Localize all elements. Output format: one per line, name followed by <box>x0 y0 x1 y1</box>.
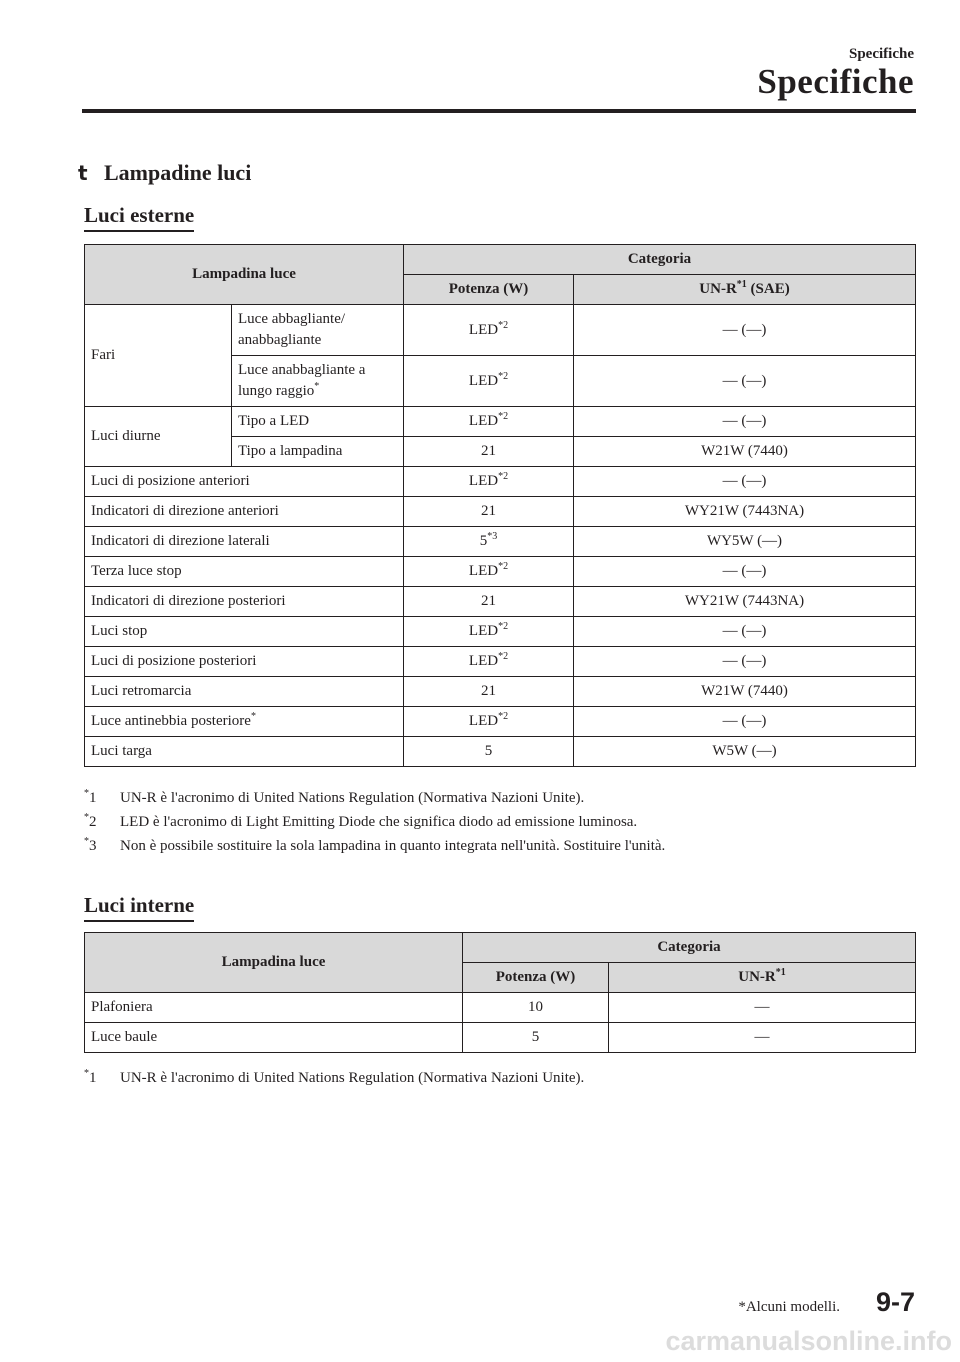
running-header-small: Specifiche <box>849 46 914 62</box>
cell-lamp: Terza luce stop <box>85 557 404 587</box>
cell-power: 10 <box>463 993 609 1023</box>
cell-lamp: Tipo a lampadina <box>232 437 404 467</box>
cell-unr: — (—) <box>574 407 916 437</box>
table-header-row <box>85 245 916 275</box>
interior-title <box>84 893 194 918</box>
exterior-title-underline <box>84 230 194 232</box>
cell-power: 21 <box>404 437 574 467</box>
cell-lamp: Indicatori di direzione posteriori <box>85 587 404 617</box>
section-bullet-icon: t <box>78 161 88 185</box>
cell-lamp: Indicatori di direzione laterali <box>85 527 404 557</box>
cell-unr: W21W (7440) <box>574 437 916 467</box>
cell-power: 21 <box>404 497 574 527</box>
running-header-title: Specifiche <box>757 62 914 101</box>
interior-title-text: Luci interne <box>84 893 195 917</box>
cell-lamp: Indicatori di direzione anteriori <box>85 497 404 527</box>
table-row <box>85 305 916 356</box>
section-title <box>78 160 251 186</box>
cell-power: 5 <box>463 1023 609 1053</box>
table-row <box>85 407 916 437</box>
cell-power: LED$^{*2}$ <box>404 356 574 407</box>
cell-unr: WY21W (7443NA) <box>574 497 916 527</box>
cell-unr: — <box>609 993 916 1023</box>
cell-lamp: Luce antinebbia posteriore* <box>85 707 404 737</box>
table-row <box>85 467 916 497</box>
table-row <box>85 587 916 617</box>
footer-note: *Alcuni modelli. <box>738 1299 840 1315</box>
cell-power: 21 <box>404 587 574 617</box>
cell-lamp: Luce baule <box>85 1023 463 1053</box>
header-lamp: Lampadina luce <box>85 245 404 305</box>
header-lamp: Lampadina luce <box>85 933 463 993</box>
cell-unr: — (—) <box>574 356 916 407</box>
table-row <box>85 677 916 707</box>
footnote: *1 UN-R è l'acronimo di United Nations Regulation (Normativa Nazioni Unite). <box>84 1068 585 1086</box>
cell-lamp: Luci targa <box>85 737 404 767</box>
table-row <box>85 993 916 1023</box>
cell-power: LED$^{*2}$ <box>404 617 574 647</box>
exterior-footnotes <box>84 786 665 858</box>
exterior-title-text: Luci esterne <box>84 203 195 227</box>
header-unr: $UN-R^{*1}$ <box>609 963 916 993</box>
header-power: Potenza (W) <box>404 275 574 305</box>
cell-power: 21 <box>404 677 574 707</box>
table-row <box>85 497 916 527</box>
header-rule <box>82 109 916 113</box>
cell-lamp: Luci di posizione posteriori <box>85 647 404 677</box>
cell-unr: WY21W (7443NA) <box>574 587 916 617</box>
cell-unr: — (—) <box>574 305 916 356</box>
cell-power: LED$^{*2}$ <box>404 647 574 677</box>
exterior-title <box>84 203 194 228</box>
header-unr: $UN-R^{*1}$ (SAE) <box>574 275 916 305</box>
cell-lamp: Luci stop <box>85 617 404 647</box>
cell-power: LED$^{*2}$ <box>404 305 574 356</box>
cell-unr: — (—) <box>574 467 916 497</box>
header-category: Categoria <box>463 933 916 963</box>
watermark: carmanualsonline.info <box>665 1326 952 1356</box>
cell-lamp: Luci retromarcia <box>85 677 404 707</box>
cell-lamp: Luce abbagliante/ anabbagliante <box>232 305 404 356</box>
cell-group: Luci diurne <box>85 407 232 467</box>
cell-power: 5$^{*3}$ <box>404 527 574 557</box>
cell-power: LED$^{*2}$ <box>404 707 574 737</box>
cell-power: LED$^{*2}$ <box>404 467 574 497</box>
table-row <box>85 647 916 677</box>
cell-unr: W21W (7440) <box>574 677 916 707</box>
cell-unr: — <box>609 1023 916 1053</box>
table-row <box>85 1023 916 1053</box>
footnote: *2 LED è l'acronimo di Light Emitting Diode che significa diodo ad emissione luminosa. <box>84 812 638 830</box>
cell-unr: W5W (—) <box>574 737 916 767</box>
header-power: Potenza (W) <box>463 963 609 993</box>
header-category: Categoria <box>404 245 916 275</box>
cell-power: LED$^{*2}$ <box>404 407 574 437</box>
page-number: 9-7 <box>875 1287 915 1317</box>
cell-lamp: Tipo a LED <box>232 407 404 437</box>
cell-unr: — (—) <box>574 557 916 587</box>
table-row <box>85 737 916 767</box>
table-row <box>85 527 916 557</box>
cell-unr: — (—) <box>574 617 916 647</box>
exterior-table <box>84 244 916 767</box>
cell-power: LED$^{*2}$ <box>404 557 574 587</box>
table-row <box>85 707 916 737</box>
cell-group: Fari <box>85 305 232 407</box>
interior-title-underline <box>84 920 194 922</box>
cell-lamp: Plafoniera <box>85 993 463 1023</box>
cell-unr: WY5W (—) <box>574 527 916 557</box>
table-header-row <box>85 933 916 963</box>
footnote: *3 Non è possibile sostituire la sola lampadina in quanto integrata nell'unità. Sostituire l'unità. <box>84 836 666 854</box>
section-title-text: Lampadine luci <box>104 160 252 185</box>
interior-footnotes <box>84 1066 584 1090</box>
cell-lamp: Luci di posizione anteriori <box>85 467 404 497</box>
cell-unr: — (—) <box>574 647 916 677</box>
interior-table <box>84 932 916 1053</box>
table-row <box>85 617 916 647</box>
cell-unr: — (—) <box>574 707 916 737</box>
cell-lamp: Luce anabbagliante a lungo raggio* <box>232 356 404 407</box>
cell-power: 5 <box>404 737 574 767</box>
table-row <box>85 557 916 587</box>
footnote: *1 UN-R è l'acronimo di United Nations Regulation (Normativa Nazioni Unite). <box>84 788 585 806</box>
